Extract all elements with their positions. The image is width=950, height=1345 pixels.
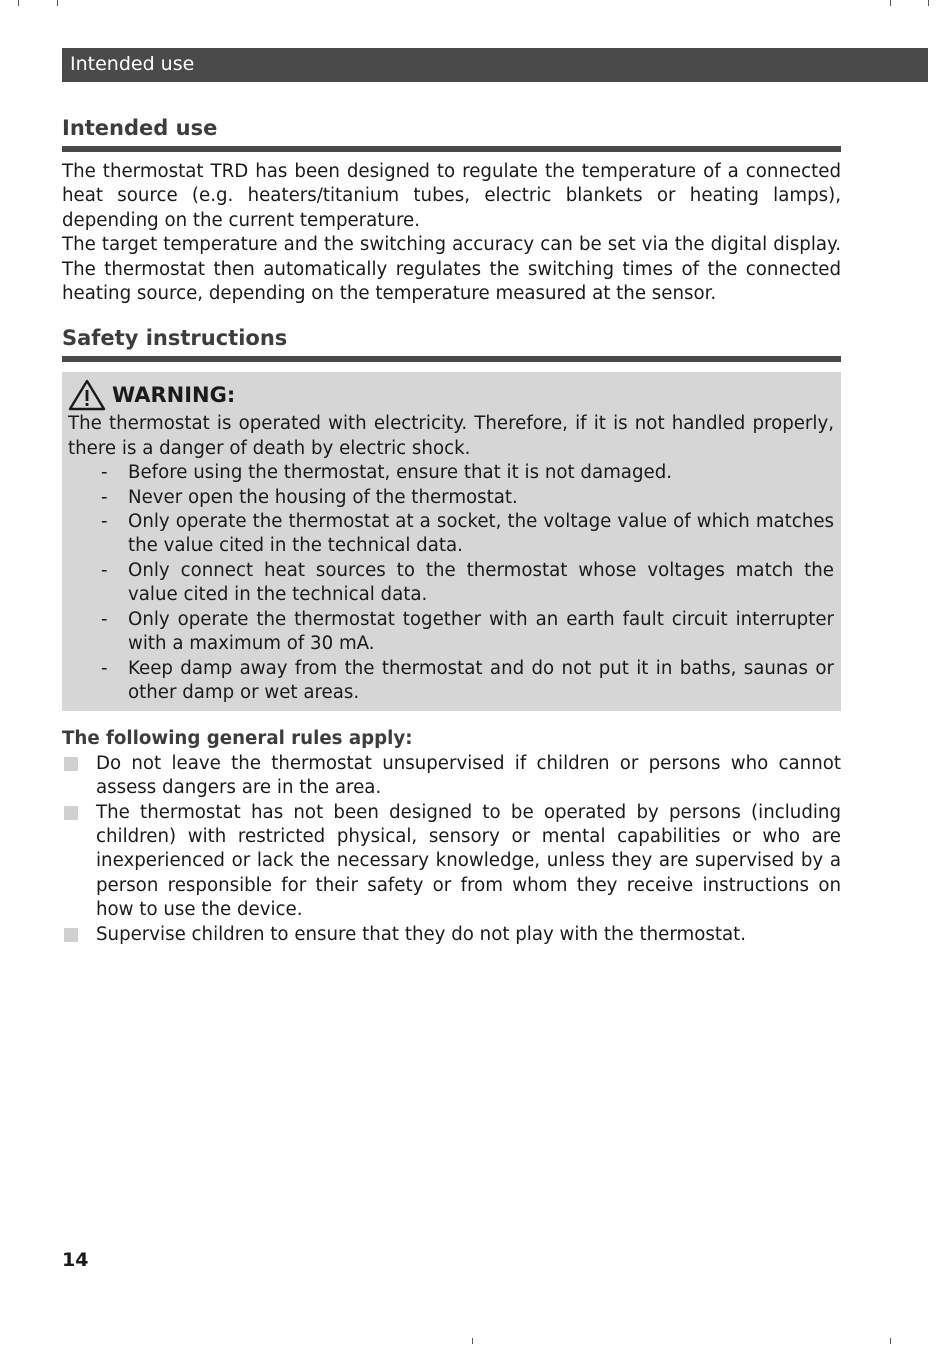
dash-bullet: -	[101, 486, 108, 508]
intended-use-paragraph: The target temperature and the switching accuracy can be set via the digital display. The thermostat then automatically regulates the switching times of the connected heating source, depending on the temperature measured at the sensor.	[62, 234, 841, 305]
warning-list-item	[68, 461, 834, 485]
warning-label: WARNING:	[112, 383, 236, 408]
general-rules-heading: The following general rules apply:	[62, 728, 413, 750]
warning-item-text: Never open the housing of the thermostat.	[128, 486, 518, 508]
warning-list-item	[68, 510, 834, 559]
rule-item	[62, 752, 841, 801]
warning-item-text: Only connect heat sources to the thermostat whose voltages match the value cited in the technical data.	[128, 559, 834, 606]
page-content	[62, 114, 841, 947]
rule-item	[62, 801, 841, 923]
dash-bullet: -	[101, 657, 108, 679]
crop-mark	[472, 1338, 473, 1344]
rule-item	[62, 923, 841, 947]
intended-use-heading: Intended use	[62, 114, 841, 152]
crop-mark	[57, 0, 58, 6]
section-header-title: Intended use	[70, 53, 195, 75]
general-rules-list	[62, 752, 841, 947]
square-bullet-icon	[64, 806, 78, 820]
warning-title	[68, 378, 834, 412]
crop-mark	[890, 1338, 891, 1344]
warning-triangle-icon	[68, 379, 106, 411]
warning-item-text: Keep damp away from the thermostat and do not put it in baths, saunas or other damp or wet areas.	[128, 657, 834, 703]
dash-bullet: -	[101, 559, 108, 581]
rule-item-text: The thermostat has not been designed to be operated by persons (including children) with restricted physical, sensory or mental capabilities or who are inexperienced or lack the necessary knowledge, unless they are supervised by a person responsible for their safety or from whom they receive instructions on how to use the device.	[96, 801, 841, 921]
section-header-bar	[62, 48, 928, 82]
crop-mark	[890, 0, 891, 6]
warning-item-text: Before using the thermostat, ensure that it is not damaged.	[128, 462, 673, 484]
warning-list	[68, 461, 834, 705]
rule-item-text: Do not leave the thermostat unsupervised if children or persons who cannot assess dangers are in the area.	[96, 752, 841, 799]
crop-mark	[928, 0, 929, 6]
warning-list-item	[68, 559, 834, 608]
dash-bullet: -	[101, 608, 108, 630]
warning-intro: The thermostat is operated with electricity. Therefore, if it is not handled properly, there is a danger of death by electric shock.	[68, 413, 834, 459]
crop-mark	[18, 0, 19, 6]
square-bullet-icon	[64, 928, 78, 942]
dash-bullet: -	[101, 511, 108, 533]
warning-list-item	[68, 608, 834, 657]
warning-item-text: Only operate the thermostat together with an earth fault circuit interrupter with a maximum of 30 mA.	[128, 608, 834, 655]
rule-item-text: Supervise children to ensure that they do not play with the thermostat.	[96, 923, 747, 945]
page-number: 14	[62, 1249, 89, 1271]
safety-instructions-heading: Safety instructions	[62, 324, 841, 362]
warning-list-item	[68, 657, 834, 706]
intended-use-paragraph: The thermostat TRD has been designed to regulate the temperature of a connected heat source (e.g. heaters/titanium tubes, electric blankets or heating lamps), depending on the current temperature.	[62, 161, 841, 231]
warning-box	[62, 372, 841, 711]
warning-list-item	[68, 486, 834, 510]
square-bullet-icon	[64, 757, 78, 771]
warning-item-text: Only operate the thermostat at a socket, the voltage value of which matches the value cited in the technical data.	[128, 511, 834, 557]
dash-bullet: -	[101, 462, 108, 484]
